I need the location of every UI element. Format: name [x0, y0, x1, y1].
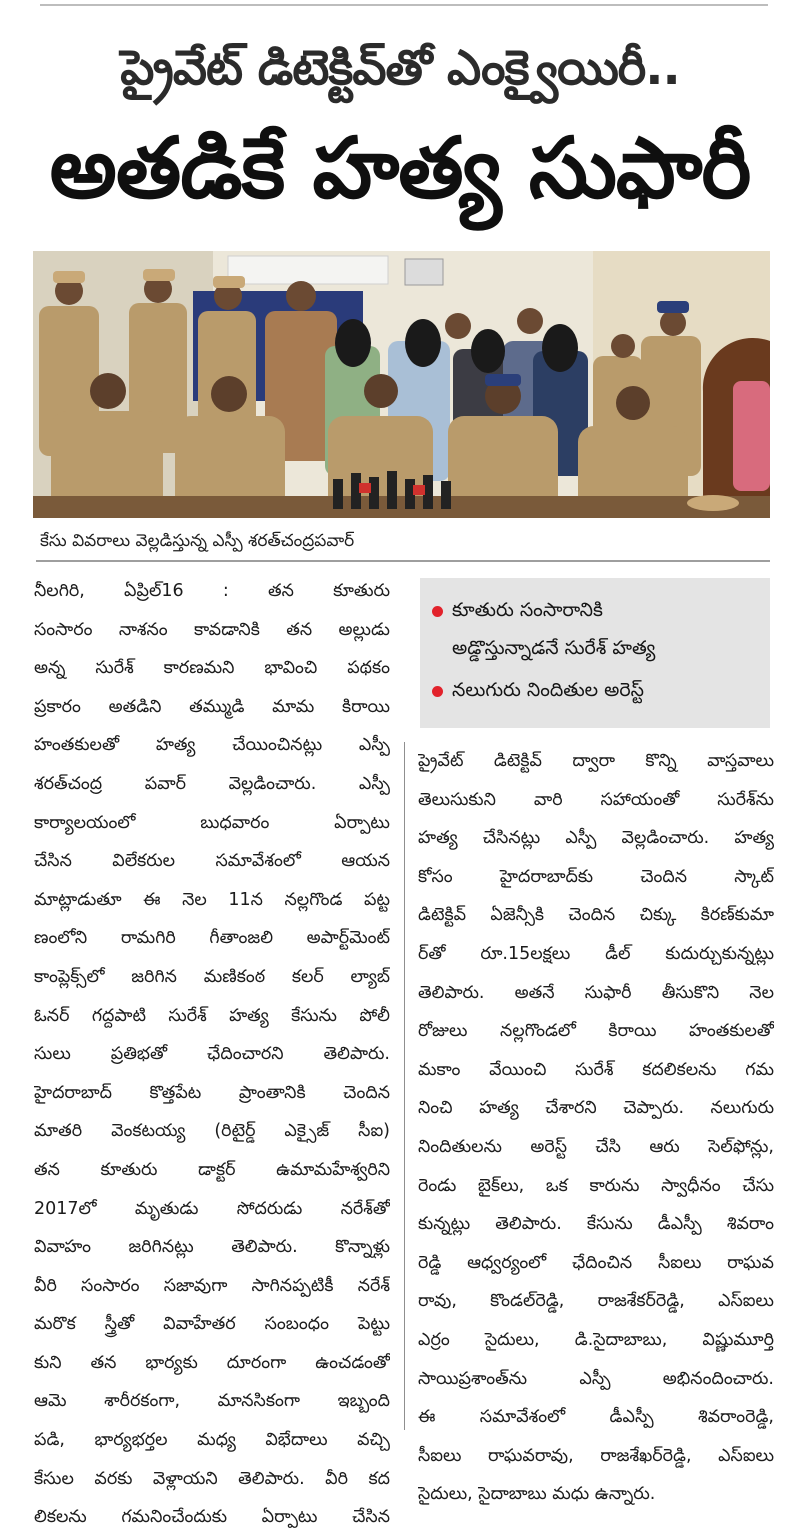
text-line: కోసం హైదరాబాద్‌కు చెందిన స్కాట్ — [418, 866, 774, 887]
text-line: డిటెక్టివ్ ఏజెన్సీకి చెందిన చిక్కు కిరణ్‌కుమా — [418, 905, 774, 926]
text-line: హైదరాబాద్ కొత్తపేట ప్రాంతానికి చెందిన — [34, 1082, 390, 1103]
text-line: వివాహం జరిగినట్లు తెలిపారు. కొన్నాళ్లు — [34, 1237, 390, 1258]
text-line: మరొక స్త్రీతో వివాహేతర సంబంధం పెట్టు — [34, 1314, 390, 1335]
bullet-icon — [432, 686, 443, 697]
text-line: రోజులు నల్లగొండలో కిరాయి హంతకులతో — [418, 1021, 774, 1042]
text-line: ఎర్రం సైదులు, డి.సైదాబాబు, విష్ణుమూర్తి — [418, 1329, 774, 1350]
text-line: పడి, భార్యభర్తల మధ్య విభేదాలు వచ్చి — [34, 1430, 390, 1451]
text-line: మాట్లాడుతూ ఈ నెల 11న నల్లగొండ పట్ట — [34, 889, 390, 910]
text-line: వీరి సంసారం సజావుగా సాగినప్పటికీ నరేశ్ — [34, 1275, 390, 1296]
article-column-right — [418, 742, 774, 1514]
text-line: 2017లో మృతుడు సోదరుడు నరేశ్‌తో — [34, 1198, 390, 1219]
text-line: మాతరి వెంకటయ్య (రిటైర్డ్ ఎక్సైజ్ సీఐ) — [34, 1121, 390, 1142]
text-line: సీఐలు రాఘవరావు, రాజశేఖర్‌రెడ్డి, ఎస్‌ఐలు — [418, 1445, 774, 1466]
highlight-item: కూతురు సంసారానికి — [452, 599, 603, 621]
article-column-left — [34, 572, 390, 1537]
text-line: మకాం వేయించి సురేశ్ కదలికలను గమ — [418, 1059, 774, 1080]
text-line: సైదులు, సైదాబాబు మధు ఉన్నారు. — [418, 1484, 656, 1505]
text-line: కేసుల వరకు వెళ్లాయని తెలిపారు. వీరి కద — [34, 1468, 390, 1489]
top-rule — [40, 4, 768, 6]
text-line: నించి హత్య చేశారని చెప్పారు. నలుగురు — [418, 1098, 774, 1119]
text-line: ఈ సమావేశంలో డీఎస్పీ శివరాంరెడ్డి, — [418, 1407, 774, 1428]
text-line: కాంప్లెక్స్‌లో జరిగిన మణికంఠ కలర్ ల్యాబ్ — [34, 966, 390, 987]
highlight-item: నలుగురు నిందితుల అరెస్ట్ — [452, 679, 644, 701]
kicker-headline: ప్రైవేట్ డిటెక్టివ్‌తో ఎంక్వైయిరీ.. — [120, 40, 680, 96]
text-line: తెలుసుకుని వారి సహాయంతో సురేశ్‌ను — [418, 789, 774, 810]
text-line: కున్నట్లు తెలిపారు. కేసును డీఎస్పీ శివరాం — [418, 1214, 774, 1235]
text-line: రావు, కొండల్‌రెడ్డి, రాజశేకర్‌రెడ్డి, ఎస్‌ఐలు — [418, 1291, 774, 1312]
text-line: నిందితులను అరెస్ట్ చేసి ఆరు సెల్‌ఫోన్లు, — [418, 1136, 774, 1157]
text-line: ణంలోని రామగిరి గీతాంజలి అపార్ట్‌మెంట్ — [34, 928, 390, 949]
press-meet-photo — [33, 251, 770, 518]
caption-divider — [36, 560, 770, 562]
text-line: సాయిప్రశాంత్‌ను ఎస్పీ అభినందించారు. — [418, 1368, 774, 1389]
text-line: లికలను గమనించేందుకు ఏర్పాటు చేసిన — [34, 1507, 390, 1528]
text-line: రెడ్డి ఆధ్వర్యంలో ఛేదించిన సీఐలు రాఘవ — [418, 1252, 774, 1273]
text-line: శరత్‌చంద్ర పవార్ వెల్లడించారు. ఎస్పీ — [34, 773, 390, 794]
text-line: నీలగిరి, ఏప్రిల్‌16 : తన కూతురు — [34, 581, 390, 601]
text-line: ప్రకారం అతడిని తమ్ముడి మామ కిరాయి — [34, 696, 390, 717]
text-line: సులు ప్రతిభతో ఛేదించారని తెలిపారు. — [34, 1044, 390, 1065]
column-divider — [404, 742, 405, 1430]
text-line: ర్‌తో రూ.15లక్షలు డీల్ కుదుర్చుకున్నట్లు — [418, 943, 774, 964]
text-line: ప్రైవేట్ డిటెక్టివ్ ద్వారా కొన్ని వాస్తవాలు — [418, 751, 774, 771]
text-line: హత్య చేసినట్లు ఎస్పీ వెల్లడించారు. హత్య — [418, 828, 774, 849]
text-line: తన కూతురు డాక్టర్ ఉమామహేశ్వరిని — [34, 1159, 390, 1180]
bullet-icon — [432, 606, 443, 617]
highlights-box — [420, 578, 770, 728]
text-line: కుని తన భార్యకు దూరంగా ఉంచడంతో — [34, 1352, 390, 1373]
text-line: ఓనర్ గద్దపాటి సురేశ్ హత్య కేసును పోలీ — [34, 1005, 390, 1026]
text-line: చేసిన విలేకరుల సమావేశంలో ఆయన — [34, 851, 390, 872]
text-line: సంసారం నాశనం కావడానికి తన అల్లుడు — [34, 619, 390, 640]
text-line: రెండు బైక్‌లు, ఒక కారును స్వాధీనం చేసు — [418, 1175, 774, 1196]
text-line: హంతకులతో హత్య చేయించినట్లు ఎస్పీ — [34, 735, 390, 756]
text-line: తెలిపారు. అతనే సుఫారీ తీసుకొని నెల — [418, 982, 774, 1003]
main-headline: అతడికే హత్య సుఫారీ — [49, 119, 751, 217]
text-line: ఆమె శారీరకంగా, మానసికంగా ఇబ్బంది — [34, 1391, 390, 1412]
highlight-item: అడ్డొస్తున్నాడనే సురేశ్‌ హత్య — [452, 637, 656, 659]
photo-caption: కేసు వివరాలు వెల్లడిస్తున్న ఎస్పీ శరత్‌చంద్రపవార్ — [40, 531, 355, 551]
text-line: అన్న సురేశ్ కారణమని భావించి పథకం — [34, 658, 390, 679]
text-line: కార్యాలయంలో బుధవారం ఏర్పాటు — [34, 812, 390, 833]
